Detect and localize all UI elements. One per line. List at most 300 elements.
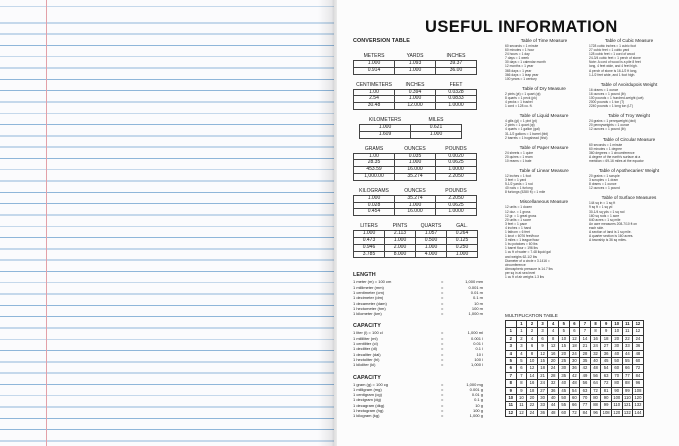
conversion-cell: 1.000 [395,202,436,209]
measure-line: 12 doz. = 1 gross [505,209,531,214]
multiplication-row [506,394,644,401]
measure-unit: 1 meter (m) = 100 cm [353,279,392,285]
measure-equals: = [441,356,444,362]
multiplication-cell: 35 [558,372,569,379]
conversion-cell: 1.093 [395,61,436,68]
conversion-cell: 39.37 [436,61,477,68]
capacity-heading: CAPACITY [353,323,381,330]
measure-table-lines [505,44,583,81]
measure-line: 3 miles = 1 league/hour [505,238,540,243]
measure-value: 1,000 mg [466,381,483,387]
conversion-header-cell: FEET [449,81,463,88]
measure-value: 10 l [476,351,483,357]
measure-line: Atmospheric pressure is 14.7 lbs [505,266,553,271]
measure-line: 24 grains = 1 pennyweight (dwt) [589,119,636,124]
multiplication-cell: 77 [622,372,633,379]
multiplication-cell: 8 [506,380,517,387]
measure-line: 2 pints = 1 quart (qt) [505,123,535,128]
measure-line: A quarter section is 160 acres. [589,234,634,239]
multiplication-cell: 10 [611,328,622,335]
measure-unit: 1 decagram (dkg) [353,402,385,408]
measure-line: 2240 pounds = 1 long ton (LT) [589,104,634,109]
conversion-row [360,124,462,131]
multiplication-cell: 32 [548,380,559,387]
multiplication-section [505,313,644,417]
multiplication-cell: 7 [580,328,591,335]
multiplication-cell: 2 [506,335,517,342]
measure-row [353,362,483,367]
measure-table-lines [505,92,583,108]
measure-line: 30-1/4 sq yds = 1 sq rod [589,209,625,214]
multiplication-cell: 33 [622,343,633,350]
multiplication-cell: 11 [622,321,633,328]
multiplication-row [506,372,644,379]
conversion-cell: 0.914 [354,67,395,74]
measure-line: 10 reams = 1 bale [505,158,532,163]
conversion-cell: 35.274 [395,173,436,180]
conversion-cell: 0.473 [354,237,385,244]
measure-line: 2 pints (pt) = 1 quart (qt) [505,91,541,96]
conversion-header-cell: YARDS [406,53,424,59]
conversion-cell: 0.125 [447,237,478,244]
measure-value: 10 g [475,402,483,408]
multiplication-cell: 88 [590,402,601,409]
multiplication-cell: 7 [506,372,517,379]
measure-unit: 1 kilogram (kg) [353,413,380,419]
conversion-table [353,82,477,110]
multiplication-cell: 99 [601,402,612,409]
measure-equals: = [441,341,444,347]
measure-line: meridian = 69-16 miles at the equator [589,158,644,163]
multiplication-cell: 120 [613,409,621,415]
measure-line: 640 acres = 1 sq mile [589,217,621,222]
measure-value: 0.1 g [474,397,483,403]
conversion-heading: CONVERSION TABLE [353,38,410,44]
multiplication-cell: 36 [548,387,559,394]
multiplication-cell: 8 [548,335,559,342]
multiplication-cell: 30 [569,357,580,364]
measure-line: 16 ounces = 1 pound (lb) [589,91,626,96]
multiplication-cell: 9 [601,321,612,328]
measure-unit: 1 centimeter (cm) [353,289,385,295]
multiplication-cell: 54 [569,387,580,394]
conversion-cell: 36.00 [436,67,477,74]
measure-line: 1728 cubic inches = 1 cubic foot [589,44,637,48]
multiplication-cell: 110 [623,395,631,400]
length-list [353,279,483,316]
measure-equals: = [441,351,444,357]
measure-line: 20 units = 1 score [505,217,532,222]
multiplication-cell: 40 [548,394,559,401]
measure-equals: = [441,413,444,419]
multiplication-cell: 10 [516,394,527,401]
measure-line: 24 hours = 1 day [505,52,530,57]
multiplication-cell: 56 [590,372,601,379]
multiplication-cell: 54 [601,365,612,372]
measure-equals: = [441,381,444,387]
multiplication-cell: 18 [527,387,538,394]
multiplication-cell: 21 [580,343,591,350]
conversion-cell: 16.000 [395,167,436,174]
multiplication-cell: 36 [633,343,644,350]
multiplication-cell: 48 [569,380,580,387]
conversion-row [354,67,477,74]
multiplication-cell: 48 [548,409,559,416]
measure-line: and weighs 62-1/2 lbs [505,254,538,259]
measure-line: each side. [589,225,605,230]
multiplication-cell: 25 [558,357,569,364]
measure-line: 60 seconds = 1 minute [505,44,539,48]
multiplication-cell: 3 [516,343,527,350]
measure-value: 10 m [474,300,483,306]
measure-line: 1 cu ft of air weighs 1.3 lbs [505,275,545,280]
conversion-cell: 1.000 [360,124,411,131]
conversion-table [353,53,477,75]
page-title: USEFUL INFORMATION [425,18,618,36]
measure-line: 20 pennyweights = 1 ounce [589,123,630,128]
multiplication-row [506,328,644,335]
measure-line: 30 days = 1 calendar month [505,60,546,65]
multiplication-cell: 40 [558,380,569,387]
multiplication-cell: 12 [548,343,559,350]
measure-line: An acre measures 208-7/10 ft on [589,221,638,226]
measure-value: 0.01 l [473,341,483,347]
measure-unit: 1 millimeter (mm) [353,284,384,290]
conversion-row [360,131,462,138]
multiplication-cell: 49 [580,372,591,379]
measure-line: 12 inches = 1 foot [505,173,532,178]
measure-table-section [589,137,669,163]
multiplication-cell: 6 [506,365,517,372]
conversion-cell: 30.48 [354,103,395,110]
measure-equals: = [441,346,444,352]
multiplication-cell: 132 [623,409,631,415]
conversion-header-cell: METERS [363,53,385,59]
multiplication-cell: 72 [590,387,601,394]
measure-line: 4 gills (gi) = 1 pint (pt) [505,119,537,124]
conversion-header-cell: KILOMETERS [368,116,402,123]
multiplication-cell: 6 [537,335,548,342]
multiplication-cell: 50 [611,357,622,364]
multiplication-cell: 3 [537,328,548,335]
conversion-row [354,173,477,180]
multiplication-cell: 96 [633,380,644,387]
conversion-cell: 0.250 [447,244,478,251]
multiplication-cell: 70 [580,394,591,401]
multiplication-cell: 4 [516,350,527,357]
measure-line: 100 years = 1 century [505,76,537,81]
measure-table-lines [589,201,669,242]
multiplication-row [506,343,644,350]
measure-equals: = [441,295,444,301]
measure-line: 1 bu potatoes = 60 lbs [505,242,538,247]
multiplication-cell: 16 [590,335,601,342]
conversion-tables [353,53,483,258]
multiplication-cell: 30 [611,343,622,350]
multiplication-cell: 6 [516,365,527,372]
measure-table-section [505,199,583,279]
measure-table-title: Table of Paper Measure [519,144,569,150]
conversion-row [354,209,477,216]
measure-table-lines [589,174,669,190]
conversion-cell: 2.54 [354,96,395,103]
measure-table-section [505,86,583,108]
multiplication-cell: 108 [634,387,642,393]
conversion-header-row [354,82,477,90]
multiplication-cell: 5 [558,328,569,335]
multiplication-cell: 18 [569,343,580,350]
measure-equals: = [441,397,444,403]
multiplication-cell: 24 [548,365,559,372]
multiplication-cell: 2 [516,335,527,342]
measure-value: 0.001 g [469,386,483,392]
measure-line: 3 scruples = 1 dram [589,178,619,183]
measure-line: 60 seconds = 1 minute [589,142,623,147]
measure-value: 0.1 m [472,295,483,301]
measure-line: 144 sq in = 1 sq ft [589,201,616,206]
multiplication-cell: 9 [516,387,527,394]
measure-equals: = [441,335,444,341]
multiplication-cell: 72 [601,380,612,387]
multiplication-cell: 4 [548,321,559,328]
measure-table-title: Table of Linear Measure [519,167,569,173]
multiplication-cell: 121 [623,402,631,408]
multiplication-cell: 40 [611,350,622,357]
multiplication-cell: 60 [611,365,622,372]
multiplication-cell: 20 [558,350,569,357]
measure-unit: 1 milliliter (ml) [353,335,378,341]
measure-line: 24-3/4 cubic feet = 1 perch of stone [589,56,641,61]
multiplication-cell: 42 [569,372,580,379]
measure-line: 1 knot = 6076 feet/hour [505,234,540,239]
measure-equals: = [441,311,444,317]
multiplication-cell: 30 [537,394,548,401]
measure-line: 4 quarts = 1 gallon (gal) [505,127,540,132]
conversion-header-cell: GRAMS [364,145,384,152]
measure-unit: 1 centigram (cg) [353,392,382,398]
multiplication-cell: 15 [537,357,548,364]
multiplication-cell: 60 [558,409,569,416]
multiplication-cell: 12 [633,328,644,335]
multiplication-cell: 45 [601,357,612,364]
multiplication-cell: 32 [590,350,601,357]
measure-line: 12 ounces = 1 pound [589,186,620,191]
multiplication-cell: 42 [580,365,591,372]
multiplication-cell: 84 [633,372,644,379]
measure-table-section [589,168,669,190]
conversion-cell: 0.621 [411,124,462,131]
measure-line: Diameter of a circle x 3.1416 = [505,258,550,263]
multiplication-cell: 72 [633,365,644,372]
multiplication-cell: 1 [506,328,517,335]
multiplication-row [506,335,644,342]
measure-line: 1 barrel flour = 196 lbs [505,246,538,251]
multiplication-cell: 20 [548,357,559,364]
measure-equals: = [441,289,444,295]
multiplication-cell: 120 [634,395,642,400]
measure-line: long, 4 feet wide, and 4 feet high. [589,64,638,69]
measure-line: 1-1/2 feet wide, and 1 foot high. [589,72,636,77]
measure-line: 27 cubic feet = 1 cubic yard [589,48,630,53]
conversion-cell: 0.946 [354,244,385,251]
measure-equals: = [441,300,444,306]
measure-line: 12 months = 1 year [505,64,534,69]
measure-value: 0.01 m [470,289,483,295]
measure-table-lines [589,119,669,131]
multiplication-cell: 14 [580,335,591,342]
multiplication-cell: 22 [622,335,633,342]
multiplication-row [506,350,644,357]
measure-line: 2000 pounds = 1 ton (T) [589,100,625,105]
measure-line: 8 furlongs (5280 ft) = 1 mile [505,190,546,195]
conversion-cell: 0.0020 [436,153,477,160]
measure-line: 128 cubic feet = 1 cord of wood [589,52,635,57]
multiplication-cell: 90 [611,387,622,394]
multiplication-cell: 8 [590,328,601,335]
measure-unit: 1 decameter (dam) [353,300,387,306]
measure-line: 100 pounds = 1 hundred-weight (cwt) [589,95,644,100]
multiplication-cell: 24 [527,409,538,416]
multiplication-cell: 60 [569,394,580,401]
measure-unit: 1 milligram (mg) [353,386,382,392]
multiplication-cell: 48 [633,350,644,357]
measure-line: 1 cord = 128 cu. ft. [505,104,533,109]
length-heading: LENGTH [353,272,376,279]
measure-table-title: Table of Circular Measure [602,136,656,142]
multiplication-cell: 144 [634,409,642,415]
conversion-cell: 1.0000 [436,209,477,216]
measure-line: A degree of the earth's surface at a [589,154,641,159]
multiplication-cell: 99 [622,387,633,394]
multiplication-cell: 40 [590,357,601,364]
multiplication-cell: 6 [569,328,580,335]
conversion-cell: 0.0625 [436,202,477,209]
multiplication-cell: 21 [537,372,548,379]
measure-table-section [589,113,669,131]
multiplication-row [506,321,644,328]
measure-value: 1,000 m [468,311,483,317]
multiplication-cell: 35 [580,357,591,364]
measure-unit: 1 liter (l) = 100 cl [353,330,383,336]
conversion-cell: 35.274 [395,195,436,202]
measure-equals: = [441,386,444,392]
multiplication-table [505,320,644,417]
conversion-cell: 4.000 [416,251,447,258]
multiplication-cell: 18 [537,365,548,372]
measure-line: A perch of stone is 16-1/2 ft long, [589,68,638,73]
measure-line: 4 inches = 1 hand [505,225,532,230]
multiplication-cell: 11 [506,402,517,409]
measure-line: 365 days = 1 year [505,68,532,73]
measure-line: 366 days = 1 leap year [505,72,539,77]
measure-equals: = [441,330,444,336]
measure-table-section [589,82,669,108]
conversion-column [353,38,483,419]
measure-line: per sq in at sea level [505,270,536,275]
conversion-header-cell: INCHES [446,53,466,59]
multiplication-cell: 9 [506,387,517,394]
multiplication-cell: 4 [527,335,538,342]
measure-equals: = [441,362,444,368]
measure-table-title: Table of Troy Weight [608,113,650,119]
multiplication-cell: 30 [558,365,569,372]
measure-line: 8 quarts = 1 peck (pk) [505,95,537,100]
conversion-cell: 0.028 [354,202,395,209]
measure-unit: 1 decigram (dg) [353,397,382,403]
multiplication-cell: 4 [506,350,517,357]
multiplication-cell: 3 [537,321,548,328]
measure-equals: = [441,407,444,413]
measure-line: A section of land is 1 sq mile. [589,230,632,234]
multiplication-cell: 56 [580,380,591,387]
conversion-cell: 1,000.00 [354,173,395,180]
conversion-cell: 1.057 [416,231,447,238]
conversion-header-cell: OUNCES [404,145,426,152]
capacity-list-2 [353,382,483,419]
multiplication-cell: 7 [580,321,591,328]
conversion-header-cell: MILES [428,116,444,123]
measure-value: 100 m [471,305,483,311]
multiplication-cell: 77 [580,402,591,409]
conversion-cell: 1.0000 [436,103,477,110]
conversion-cell: 1.000 [354,195,395,202]
multiplication-cell: 22 [527,402,538,409]
multiplication-cell: 8 [516,380,527,387]
conversion-cell: 8.000 [385,251,416,258]
measure-line: 16 drams = 1 ounce [589,87,619,92]
multiplication-cell: 4 [548,328,559,335]
multiplication-cell: 44 [548,402,559,409]
multiplication-cell: 66 [569,402,580,409]
measure-line: 12 gr. = 1 great gross [505,213,537,218]
measure-value: 1,000 mm [465,279,483,285]
multiplication-cell: 1 [516,321,527,328]
multiplication-cell: 24 [590,343,601,350]
measure-value: 100 l [474,356,483,362]
measure-line: 160 sq rods = 1 acre [589,213,620,218]
multiplication-cell: 60 [633,357,644,364]
measure-unit: 1 kiloliter (kl) [353,362,376,368]
multiplication-cell: 55 [622,357,633,364]
conversion-header-cell: POUNDS [445,187,467,194]
measure-line: 8 drams = 1 ounce [589,182,617,187]
multiplication-cell: 48 [590,365,601,372]
measure-value: 100 g [472,407,483,413]
multiplication-cell: 27 [537,387,548,394]
measure-line: Note: A cord of wood is a pile 8 feet [589,60,641,65]
multiplication-cell: 12 [516,409,527,416]
measure-table-section [589,195,669,242]
measure-equals: = [441,392,444,398]
measure-unit: 1 decimeter (dm) [353,295,384,301]
capacity-list [353,330,483,367]
measure-value: 0.1 l [475,346,483,352]
conversion-cell: 1.00 [354,89,395,96]
multiplication-cell: 50 [558,394,569,401]
multiplication-cell: 12 [537,350,548,357]
measure-table-title: Table of Surface Measures [601,195,657,201]
conversion-cell: 1.000 [395,160,436,167]
useful-information-page [337,0,679,446]
conversion-header-cell: OUNCES [404,187,426,194]
multiplication-cell: 81 [601,387,612,394]
multiplication-cell: 45 [558,387,569,394]
measure-equals: = [441,284,444,290]
measure-unit: 1 hectometer (hm) [353,305,386,311]
conversion-header-cell: KILOGRAMS [359,187,389,194]
measure-unit: 1 kilometer (km) [353,311,382,317]
measure-table-section [505,168,583,194]
